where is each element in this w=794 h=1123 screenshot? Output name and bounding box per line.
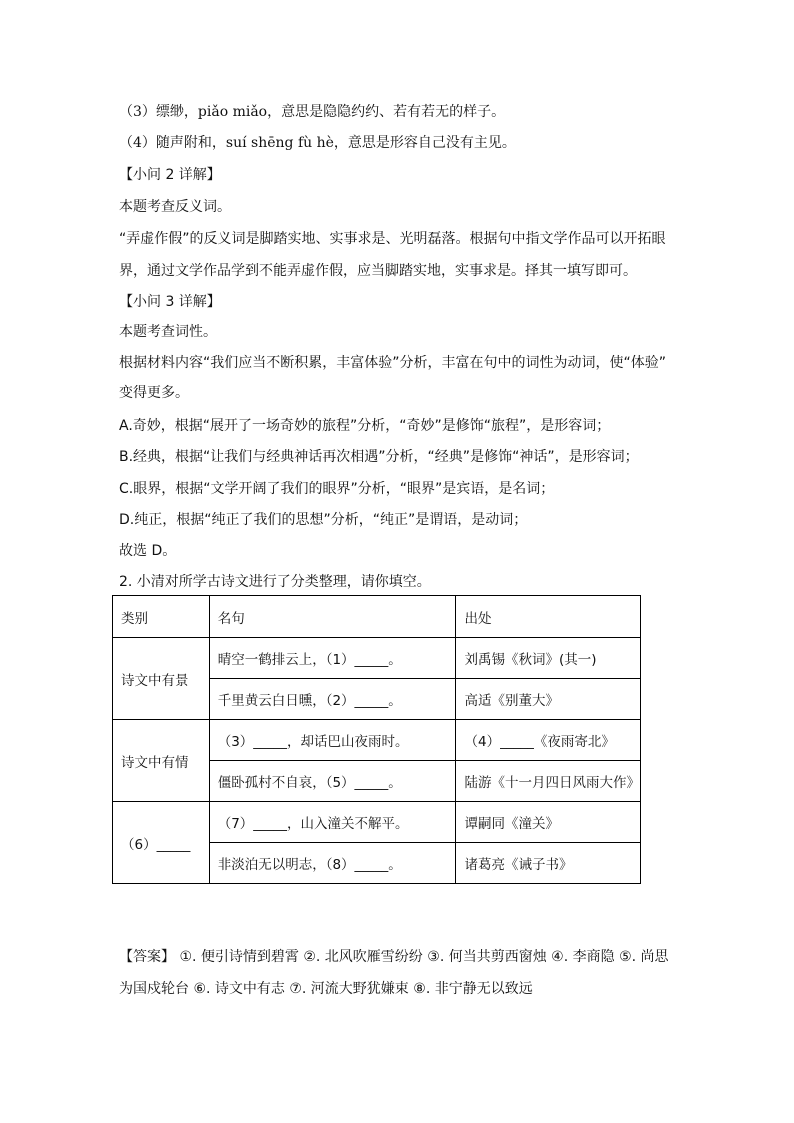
quote-cell: 非淡泊无以明志，（8）_____。 [209, 843, 456, 884]
paragraph: 根据材料内容“我们应当不断积累，丰富体验”分析，丰富在句中的词性为动词，使“体验” [119, 355, 667, 371]
quote-cell: （7）_____，山入潼关不解平。 [209, 802, 456, 843]
quote-cell: （3）_____，却话巴山夜雨时。 [209, 720, 456, 761]
paragraph: 本题考查反义词。 [119, 199, 231, 215]
source-cell: 诸葛亮《诫子书》 [456, 843, 641, 884]
answer-line-4: （4）随声附和，suí shēng fù hè，意思是形容自己没有主见。 [119, 135, 516, 151]
answer-item: ③. 何当共剪西窗烛 [427, 949, 547, 965]
option-b: B.经典，根据“让我们与经典神话再次相遇”分析，“经典”是修饰“神话”，是形容词； [119, 449, 639, 465]
table-row [113, 720, 641, 761]
answer-label: 【答案】 [119, 949, 175, 965]
paragraph: 变得更多。 [119, 385, 189, 401]
answer-block [119, 941, 679, 1005]
option-a: A.奇妙，根据“展开了一场奇妙的旅程”分析，“奇妙”是修饰“旅程”，是形容词； [119, 418, 611, 434]
table-row [113, 638, 641, 679]
subquestion-2-heading: 【小问 2 详解】 [119, 167, 221, 183]
header-quote: 名句 [209, 596, 456, 638]
category-cell: 诗文中有情 [113, 720, 210, 802]
table-row [113, 802, 641, 843]
answer-line-3: （3）缥缈，piǎo miǎo，意思是隐隐约约、若有若无的样子。 [119, 104, 506, 120]
quote-cell: 晴空一鹤排云上，（1）_____。 [209, 638, 456, 679]
quote-cell: 僵卧孤村不自哀，（5）_____。 [209, 761, 456, 802]
answer-item: ⑧. 非宁静无以致远 [413, 981, 533, 997]
answer-item: ⑦. 河流大野犹嫌束 [289, 981, 409, 997]
choice-conclusion: 故选 D。 [119, 543, 177, 559]
question-2-stem: 2. 小清对所学古诗文进行了分类整理，请你填空。 [119, 574, 431, 590]
answer-item: ①. 便引诗情到碧霄 [179, 949, 299, 965]
subquestion-3-heading: 【小问 3 详解】 [119, 294, 221, 310]
source-cell: 高适《别董大》 [456, 679, 641, 720]
source-cell: 刘禹锡《秋词》(其一) [456, 638, 641, 679]
answer-item: ④. 李商隐 [551, 949, 615, 965]
header-source: 出处 [456, 596, 641, 638]
option-d: D.纯正，根据“纯正了我们的思想”分析，“纯正”是谓语，是动词； [119, 512, 528, 528]
answer-item: ⑥. 诗文中有志 [193, 981, 285, 997]
answer-item: ②. 北风吹雁雪纷纷 [303, 949, 423, 965]
table-header-row [113, 596, 641, 638]
header-category: 类别 [113, 596, 210, 638]
source-cell: （4）_____《夜雨寄北》 [456, 720, 641, 761]
source-cell: 谭嗣同《潼关》 [456, 802, 641, 843]
paragraph: 界，通过文学作品学到不能弄虚作假，应当脚踏实地，实事求是。择其一填写即可。 [119, 263, 637, 279]
paragraph: 本题考查词性。 [119, 324, 217, 340]
category-cell: （6）_____ [113, 802, 210, 884]
poem-classification-table [112, 595, 641, 884]
paragraph: “弄虚作假”的反义词是脚踏实地、实事求是、光明磊落。根据句中指文学作品可以开拓眼 [119, 231, 666, 247]
answer-item: ⑤. 尚思为国戍轮台 [119, 949, 669, 997]
source-cell: 陆游《十一月四日风雨大作》 [456, 761, 641, 802]
option-c: C.眼界，根据“文学开阔了我们的眼界”分析，“眼界”是宾语，是名词； [119, 481, 555, 497]
quote-cell: 千里黄云白日曛，（2）_____。 [209, 679, 456, 720]
category-cell: 诗文中有景 [113, 638, 210, 720]
